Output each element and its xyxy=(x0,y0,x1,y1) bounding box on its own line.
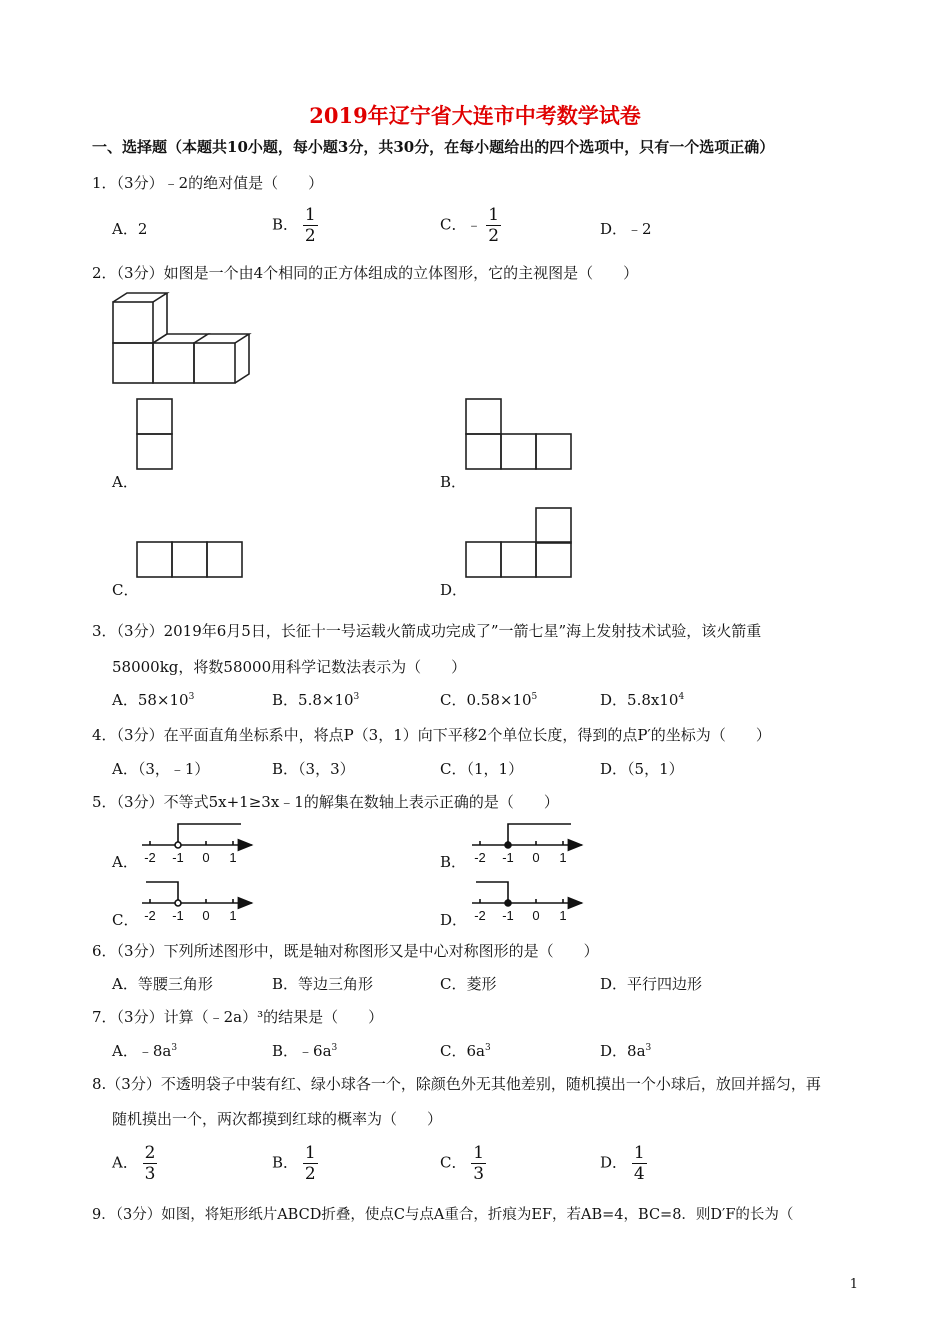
q8-option-a xyxy=(112,1143,157,1184)
q5-option-a: A． xyxy=(112,853,138,871)
question-8-line-2: 随机摸出一个，两次都摸到红球的概率为（ ） xyxy=(112,1110,443,1128)
tick-label: -2 xyxy=(474,850,486,865)
question-6: 6．（3分）下列所述图形中，既是轴对称图形又是中心对称图形的是（ ） xyxy=(92,942,599,960)
tick-label: 1 xyxy=(229,908,237,923)
q8-option-a-label: A． xyxy=(112,1153,138,1172)
denominator: 3 xyxy=(473,1164,485,1184)
tick-label: 1 xyxy=(229,850,237,865)
denominator: 2 xyxy=(488,226,500,246)
number-line-a xyxy=(142,824,252,848)
question-7: 7．（3分）计算（﹣2a）³的结果是（ ） xyxy=(92,1008,384,1026)
numerator: 1 xyxy=(473,1143,485,1163)
q4-option-b: B．（3，3） xyxy=(272,760,355,778)
q7-option-c xyxy=(440,1040,491,1061)
q1-option-b-label: B． xyxy=(272,215,299,234)
q2-option-c: C． xyxy=(112,581,139,599)
question-9: 9．（3分）如图，将矩形纸片ABCD折叠，使点C与点A重合，折痕为EF，若AB=4，BC=8．则D′F的长为（ xyxy=(92,1207,794,1223)
q5-option-b: B． xyxy=(440,853,467,871)
numerator: 1 xyxy=(633,1143,645,1163)
q7-option-d-text: D．8a xyxy=(600,1042,646,1060)
q7-option-a-text: A．﹣8a xyxy=(112,1042,172,1060)
tick-label: 1 xyxy=(559,908,567,923)
exponent: 3 xyxy=(645,1043,652,1053)
number-line-b xyxy=(472,824,582,848)
exponent: 4 xyxy=(678,692,685,702)
q8-option-b-fraction xyxy=(303,1143,318,1184)
q8-option-c xyxy=(440,1143,486,1184)
q8-option-d-fraction xyxy=(632,1143,647,1184)
q8-option-c-fraction xyxy=(471,1143,486,1184)
q4-option-a: A．（3，﹣1） xyxy=(112,760,210,778)
section-heading: 一、选择题（本题共10小题，每小题3分，共30分，在每小题给出的四个选项中，只有一个选项正确） xyxy=(92,138,775,156)
exponent: 3 xyxy=(353,692,360,702)
q8-option-b xyxy=(272,1143,318,1184)
q4-option-d: D．（5，1） xyxy=(600,760,684,778)
question-3-line-1: 3．（3分）2019年6月5日，长征十一号运载火箭成功完成了”一箭七星”海上发射技术试验，该火箭重 xyxy=(92,622,762,640)
q2-option-a: A． xyxy=(112,473,138,491)
tick-label: -1 xyxy=(172,908,184,923)
number-line-c xyxy=(142,882,252,906)
question-1: 1．（3分）﹣2的绝对值是（ ） xyxy=(92,174,324,192)
page-number: 1 xyxy=(849,1277,858,1292)
denominator: 3 xyxy=(144,1164,156,1184)
tick-label: -1 xyxy=(502,908,514,923)
tick-label: 0 xyxy=(202,908,210,923)
page-title: 2019年辽宁省大连市中考数学试卷 xyxy=(309,103,641,128)
q8-option-d xyxy=(600,1143,647,1184)
question-8-line-1: 8.（3分）不透明袋子中装有红、绿小球各一个，除颜色外无其他差别，随机摸出一个小球后，放回并摇匀，再 xyxy=(92,1075,821,1093)
numerator: 1 xyxy=(304,1143,316,1163)
question-2: 2．（3分）如图是一个由4个相同的正方体组成的立体图形，它的主视图是（ ） xyxy=(92,264,639,282)
q3-option-b-text: B．5.8×10 xyxy=(272,691,354,709)
q7-option-d xyxy=(600,1040,651,1061)
q5-option-c: C． xyxy=(112,911,139,929)
q1-option-a: A．2 xyxy=(112,220,148,238)
q7-option-a xyxy=(112,1040,177,1061)
numerator: 1 xyxy=(488,205,500,225)
exponent: 3 xyxy=(171,1043,178,1053)
q3-option-c-text: C．0.58×10 xyxy=(440,691,532,709)
q8-option-d-label: D． xyxy=(600,1153,628,1172)
q4-option-c: C．（1，1） xyxy=(440,760,524,778)
q8-option-c-label: C． xyxy=(440,1153,467,1172)
tick-label: -1 xyxy=(502,850,514,865)
tick-label: 0 xyxy=(202,850,210,865)
q7-option-b-text: B．﹣6a xyxy=(272,1042,332,1060)
number-line-d xyxy=(472,882,582,906)
tick-label: 0 xyxy=(532,908,540,923)
exponent: 5 xyxy=(531,692,538,702)
numerator: 1 xyxy=(304,205,316,225)
numerator: 2 xyxy=(144,1143,156,1163)
q8-option-a-fraction xyxy=(143,1143,158,1184)
question-5: 5．（3分）不等式5x+1≥3x﹣1的解集在数轴上表示正确的是（ ） xyxy=(92,793,559,811)
q1-option-d: D．﹣2 xyxy=(600,220,652,238)
q6-option-d: D．平行四边形 xyxy=(600,975,703,993)
q1-option-c-label: C．﹣ xyxy=(440,215,482,234)
q3-option-a-text: A．58×10 xyxy=(112,691,189,709)
denominator: 2 xyxy=(304,226,316,246)
tick-label: -2 xyxy=(144,908,156,923)
tick-label: 0 xyxy=(532,850,540,865)
q5-option-d: D． xyxy=(440,911,468,929)
q2-option-d: D． xyxy=(440,581,468,599)
tick-label: -2 xyxy=(474,908,486,923)
denominator: 2 xyxy=(304,1164,316,1184)
tick-label: -2 xyxy=(144,850,156,865)
q3-option-d-text: D．5.8x10 xyxy=(600,691,679,709)
exponent: 3 xyxy=(484,1043,491,1053)
exponent: 3 xyxy=(188,692,195,702)
q6-option-a: A．等腰三角形 xyxy=(112,975,213,993)
q8-option-b-label: B． xyxy=(272,1153,299,1172)
q2-option-b: B． xyxy=(440,473,467,491)
tick-label: 1 xyxy=(559,850,567,865)
exponent: 3 xyxy=(331,1043,338,1053)
q7-option-b xyxy=(272,1040,337,1061)
question-4: 4．（3分）在平面直角坐标系中，将点P（3，1）向下平移2个单位长度，得到的点P′的坐标为（ ） xyxy=(92,726,771,744)
number-line-tick-labels xyxy=(144,850,566,923)
q6-option-b: B．等边三角形 xyxy=(272,975,374,993)
tick-label: -1 xyxy=(172,850,184,865)
q6-option-c: C．菱形 xyxy=(440,975,497,993)
question-3-line-2: 58000kg，将数58000用科学记数法表示为（ ） xyxy=(112,658,467,676)
denominator: 4 xyxy=(633,1164,645,1184)
q7-option-c-text: C．6a xyxy=(440,1042,485,1060)
